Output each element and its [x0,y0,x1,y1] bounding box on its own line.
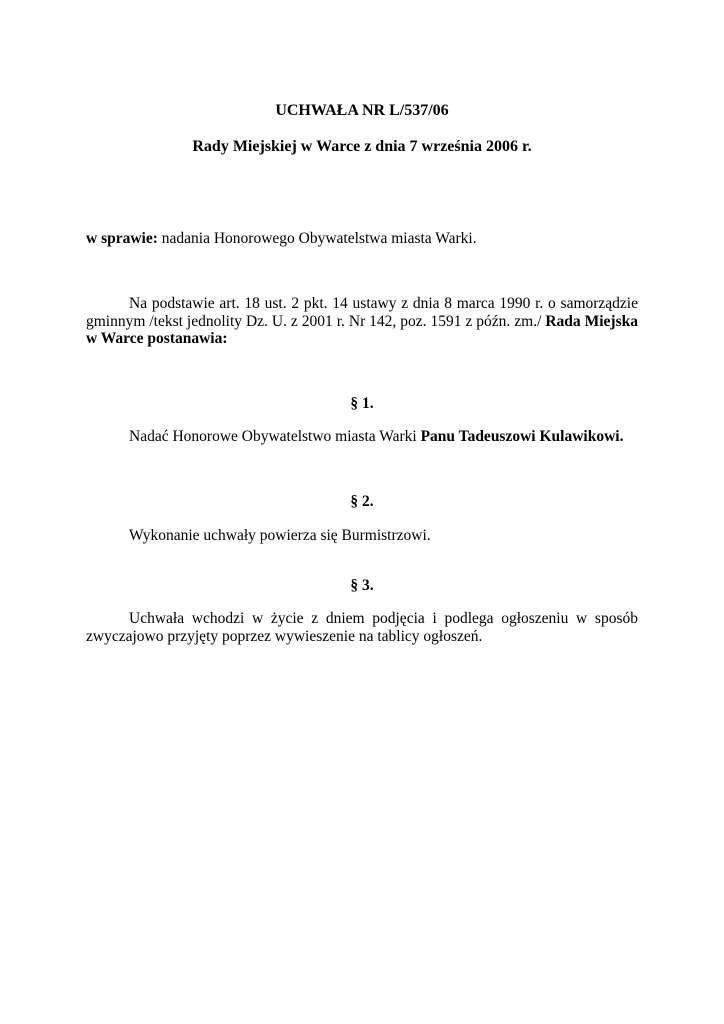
section-3-heading: § 3. [350,577,374,594]
section-3-paragraph: Uchwała wchodzi w życie z dniem podjęcia i podlega ogłoszeniu w sposób zwyczajowo przyjęty poprzez wywieszenie na tablicy ogłoszeń. [86,610,638,645]
section-1-text: Nadać Honorowe Obywatelstwo miasta Warki [129,428,421,445]
legal-basis-text: Na podstawie art. 18 ust. 2 pkt. 14 ustawy z dnia 8 marca 1990 r. o samorządzie gminnym /tekst jednolity Dz. U. z 2001 r. Nr 142, poz. 1591 z późn. zm./ [86,295,638,330]
section-1-honoree: Panu Tadeuszowi Kulawikowi. [420,428,624,445]
section-2-heading: § 2. [350,493,374,510]
document-page [86,0,638,1024]
resolution-subtitle: Rady Miejskiej w Warce z dnia 7 września 2006 r. [192,138,532,155]
resolution-title: UCHWAŁA NR L/537/06 [275,102,449,119]
legal-basis-decision: Rada Miejska w Warce postanawia: [86,312,638,347]
subject-line [86,230,638,248]
section-1-heading: § 1. [350,395,374,412]
subject-label: w sprawie: [86,230,158,247]
subject-text: nadania Honorowego Obywatelstwa miasta Warki. [157,230,477,247]
section-1-paragraph [86,428,638,446]
section-2-paragraph: Wykonanie uchwały powierza się Burmistrzowi. [129,527,431,544]
legal-basis-paragraph [86,295,638,348]
